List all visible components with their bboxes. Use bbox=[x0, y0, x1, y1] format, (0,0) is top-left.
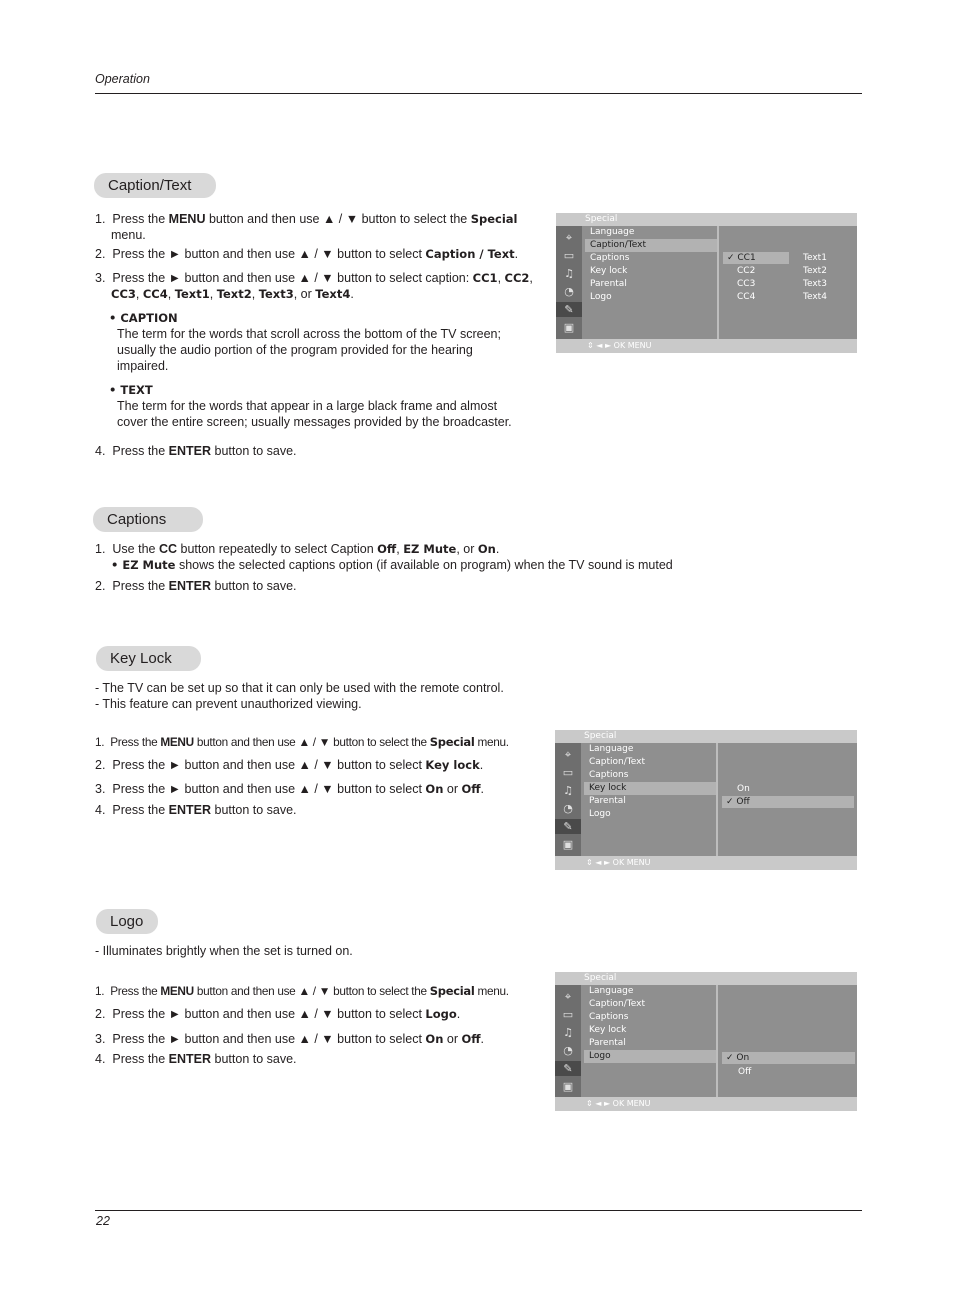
logo-heading: Logo bbox=[96, 909, 158, 934]
osd-item-logo[interactable]: Logo bbox=[589, 809, 611, 819]
osd-footer: ⇕ ◄ ► OK MENU bbox=[556, 339, 857, 353]
caption-text-steps: 1. Press the MENU button and then use ▲ / ▼ button to select the Special menu. 2. Press the ► button and then use ▲ / ▼ button to select Caption / Text. 3. Press the ► button and then use ▲ / ▼ button to select caption: CC1, CC2, CC3, CC4, Text1, Text2, Text3, or Text4. • CAPTION The term for the words that scroll across the bottom of the TV screen; usually the audio portion of the program provided for the hearing impaired. • TEXT The term for the words that appear in a large black frame and almost cover the entire screen; usually messages provided by the broadcaster. 4. Press the ENTER button to save. bbox=[95, 211, 555, 459]
header-rule bbox=[95, 93, 862, 94]
osd-item-parental[interactable]: Parental bbox=[589, 796, 626, 806]
sound-icon: ♫ bbox=[563, 1026, 573, 1039]
sound-icon: ♫ bbox=[563, 784, 573, 797]
osd-menu-logo bbox=[555, 972, 857, 1111]
osd-option-on[interactable]: On bbox=[737, 784, 750, 794]
step-3: 3. Press the ► button and then use ▲ / ▼ button to select caption: CC1, CC2, bbox=[95, 271, 533, 285]
osd-option-off[interactable]: ✓ Off bbox=[722, 796, 854, 808]
osd-title: Special bbox=[555, 730, 857, 743]
captions-steps: 1. Use the CC button repeatedly to select Caption Off, EZ Mute, or On. • EZ Mute shows the selected captions option (if available on program) when the TV sound is muted 2. Press the ENTER button to save. bbox=[95, 542, 673, 593]
osd-option-text2[interactable]: Text2 bbox=[803, 266, 827, 276]
osd-title: Special bbox=[556, 213, 857, 226]
osd-divider bbox=[716, 985, 718, 1097]
osd-item-parental[interactable]: Parental bbox=[590, 279, 627, 289]
osd-option-text3[interactable]: Text3 bbox=[803, 279, 827, 289]
osd-item-captions[interactable]: Captions bbox=[590, 253, 630, 263]
picture-icon: ▭ bbox=[563, 249, 575, 262]
screen-icon: ▣ bbox=[562, 1080, 574, 1093]
osd-item-parental[interactable]: Parental bbox=[589, 1038, 626, 1048]
osd-option-cc1[interactable]: ✓ CC1 bbox=[723, 252, 789, 264]
satellite-icon: ⌖ bbox=[565, 231, 573, 244]
osd-item-captions[interactable]: Captions bbox=[589, 770, 629, 780]
osd-item-key-lock[interactable]: Key lock bbox=[584, 782, 716, 795]
osd-option-cc4[interactable]: CC4 bbox=[737, 292, 756, 302]
osd-option-cc3[interactable]: CC3 bbox=[737, 279, 756, 289]
osd-option-cc2[interactable]: CC2 bbox=[737, 266, 756, 276]
time-icon: ◔ bbox=[563, 1044, 573, 1057]
screen-icon: ▣ bbox=[563, 321, 575, 334]
caption-text-heading: Caption/Text bbox=[94, 173, 216, 198]
osd-option-off[interactable]: Off bbox=[738, 1067, 752, 1077]
step-1: 1. Press the MENU button and then use ▲ / ▼ button to select the Special bbox=[95, 212, 518, 226]
osd-option-text4[interactable]: Text4 bbox=[803, 292, 827, 302]
special-icon: ✎ bbox=[556, 302, 582, 317]
picture-icon: ▭ bbox=[562, 1008, 574, 1021]
osd-option-on[interactable]: ✓ On bbox=[722, 1052, 855, 1064]
sound-icon: ♫ bbox=[564, 267, 574, 280]
key-lock-notes: - The TV can be set up so that it can only be used with the remote control. - This feature can prevent unauthorized viewing. bbox=[95, 681, 504, 711]
screen-icon: ▣ bbox=[562, 838, 574, 851]
page-number: 22 bbox=[96, 1214, 110, 1228]
picture-icon: ▭ bbox=[562, 766, 574, 779]
osd-item-language[interactable]: Language bbox=[589, 744, 634, 754]
key-lock-heading: Key Lock bbox=[96, 646, 201, 671]
osd-item-language[interactable]: Language bbox=[590, 227, 635, 237]
osd-footer: ⇕ ◄ ► OK MENU bbox=[555, 1097, 857, 1111]
osd-icon-column bbox=[555, 985, 581, 1097]
step-2: 2. Press the ► button and then use ▲ / ▼ button to select Caption / Text. bbox=[95, 247, 519, 261]
osd-menu-caption-text bbox=[556, 213, 857, 353]
updown-icon: ⇕ bbox=[587, 341, 597, 350]
osd-icon-column bbox=[555, 743, 581, 856]
special-icon: ✎ bbox=[555, 819, 581, 834]
satellite-icon: ⌖ bbox=[564, 990, 572, 1003]
satellite-icon: ⌖ bbox=[564, 748, 572, 761]
osd-item-caption-text[interactable]: Caption/Text bbox=[589, 999, 645, 1009]
osd-item-logo[interactable]: Logo bbox=[584, 1050, 716, 1063]
osd-item-caption-text[interactable]: Caption/Text bbox=[589, 757, 645, 767]
osd-divider bbox=[716, 743, 718, 856]
osd-divider bbox=[717, 226, 719, 339]
osd-item-key-lock[interactable]: Key lock bbox=[589, 1025, 627, 1035]
osd-icon-column bbox=[556, 226, 582, 339]
text-bullet: • TEXT The term for the words that appear in a large black frame and almost cover the entire screen; usually messages provided by the broadcaster. bbox=[109, 383, 512, 429]
logo-notes: - Illuminates brightly when the set is turned on. bbox=[95, 944, 353, 958]
step-4: 4. Press the ENTER button to save. bbox=[95, 444, 297, 458]
osd-title: Special bbox=[555, 972, 857, 985]
osd-item-caption-text[interactable]: Caption/Text bbox=[585, 239, 717, 252]
special-icon: ✎ bbox=[555, 1061, 581, 1076]
section-header: Operation bbox=[95, 72, 150, 86]
osd-option-text1[interactable]: Text1 bbox=[803, 253, 827, 263]
captions-heading: Captions bbox=[93, 507, 203, 532]
osd-item-language[interactable]: Language bbox=[589, 986, 634, 996]
osd-item-logo[interactable]: Logo bbox=[590, 292, 612, 302]
key-lock-steps: 1. Press the MENU button and then use ▲ / ▼ button to select the Special menu. 2. Press the ► button and then use ▲ / ▼ button to select Key lock. 3. Press the ► button and then use ▲ / ▼ button to select On or Off. 4. Press the ENTER button to save. bbox=[95, 735, 509, 817]
osd-item-key-lock[interactable]: Key lock bbox=[590, 266, 628, 276]
osd-item-captions[interactable]: Captions bbox=[589, 1012, 629, 1022]
time-icon: ◔ bbox=[564, 285, 574, 298]
caption-bullet: • CAPTION The term for the words that scroll across the bottom of the TV screen; usually the audio portion of the program provided for the hearing impaired. bbox=[109, 311, 501, 373]
logo-steps: 1. Press the MENU button and then use ▲ / ▼ button to select the Special menu. 2. Press the ► button and then use ▲ / ▼ button to select Logo. 3. Press the ► button and then use ▲ / ▼ button to select On or Off. 4. Press the ENTER button to save. bbox=[95, 984, 509, 1066]
updown-icon: ⇕ bbox=[586, 1099, 596, 1108]
osd-footer: ⇕ ◄ ► OK MENU bbox=[555, 856, 857, 870]
updown-icon: ⇕ bbox=[586, 858, 596, 867]
time-icon: ◔ bbox=[563, 802, 573, 815]
footer-rule bbox=[95, 1210, 862, 1211]
osd-menu-key-lock bbox=[555, 730, 857, 870]
